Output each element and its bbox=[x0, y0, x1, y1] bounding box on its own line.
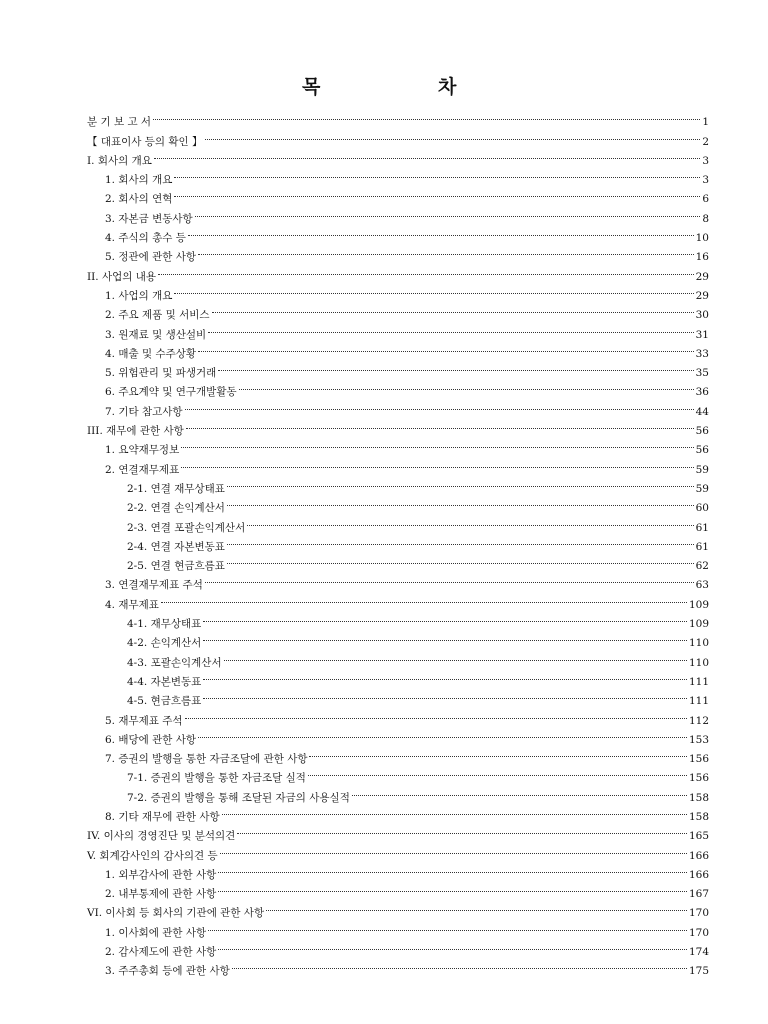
toc-entry-page-number: 6 bbox=[702, 193, 709, 206]
toc-entry-label: 4. 재무제표 bbox=[105, 598, 159, 611]
toc-entry[interactable] bbox=[87, 434, 709, 457]
dot-leader bbox=[309, 743, 686, 762]
toc-entry[interactable] bbox=[87, 202, 709, 225]
document-title bbox=[0, 72, 768, 96]
toc-entry-page-number: 1 bbox=[702, 116, 709, 129]
dot-leader bbox=[212, 299, 694, 318]
toc-entry-page-number: 61 bbox=[695, 540, 709, 553]
toc-entry-page-number: 36 bbox=[695, 386, 709, 399]
dot-leader bbox=[203, 685, 687, 704]
toc-entry-label: 6. 주요계약 및 연구개발활동 bbox=[105, 386, 237, 399]
dot-leader bbox=[198, 338, 694, 357]
dot-leader bbox=[205, 125, 701, 144]
dot-leader bbox=[266, 897, 687, 916]
toc-entry-label: 5. 위험관리 및 파생거래 bbox=[105, 367, 217, 380]
dot-leader bbox=[247, 511, 693, 530]
toc-entry-label: 2-5. 연결 현금흐름표 bbox=[127, 560, 225, 573]
toc-entry[interactable] bbox=[87, 164, 709, 187]
toc-entry-label: 분 기 보 고 서 bbox=[87, 116, 152, 129]
dot-leader bbox=[188, 222, 694, 241]
toc-entry-page-number: 112 bbox=[688, 714, 709, 727]
toc-entry-page-number: 111 bbox=[688, 695, 709, 708]
toc-entry-label: 4-3. 포괄손익계산서 bbox=[127, 656, 222, 669]
toc-entry-page-number: 3 bbox=[702, 174, 709, 187]
toc-entry-label: 2. 감사제도에 관한 사항 bbox=[105, 946, 217, 959]
dot-leader bbox=[161, 588, 687, 607]
toc-entry-page-number: 63 bbox=[695, 579, 709, 592]
dot-leader bbox=[174, 183, 700, 202]
toc-entry-label: 6. 배당에 관한 사항 bbox=[105, 733, 197, 746]
toc-entry[interactable] bbox=[87, 280, 709, 302]
toc-entry-page-number: 44 bbox=[695, 405, 709, 418]
dot-leader bbox=[181, 434, 693, 453]
toc-entry-page-number: 59 bbox=[695, 482, 709, 495]
dot-leader bbox=[153, 106, 700, 125]
dot-leader bbox=[208, 318, 693, 337]
toc-entry-label: 1. 외부감사에 관한 사항 bbox=[105, 868, 217, 881]
toc-entry-label: 5. 정관에 관한 사항 bbox=[105, 251, 197, 264]
toc-entry-label: 3. 자본금 변동사항 bbox=[105, 212, 193, 225]
toc-entry-page-number: 110 bbox=[688, 637, 709, 650]
toc-entry-page-number: 59 bbox=[695, 463, 709, 476]
dot-leader bbox=[224, 646, 687, 665]
toc-entry-label: 2-3. 연결 포괄손익계산서 bbox=[127, 521, 246, 534]
dot-leader bbox=[222, 801, 687, 820]
toc-entry[interactable] bbox=[87, 183, 709, 206]
toc-entry-label: 2. 주요 제품 및 서비스 bbox=[105, 309, 210, 322]
dot-leader bbox=[174, 280, 693, 299]
toc-entry-page-number: 174 bbox=[688, 946, 709, 959]
toc-entry-label: 2. 연결재무제표 bbox=[105, 463, 180, 476]
toc-entry-page-number: 33 bbox=[695, 347, 709, 360]
toc-entry[interactable] bbox=[87, 106, 709, 129]
toc-entry[interactable] bbox=[87, 588, 709, 611]
toc-entry-page-number: 111 bbox=[688, 675, 709, 688]
dot-leader bbox=[218, 936, 687, 955]
dot-leader bbox=[185, 704, 687, 723]
toc-entry-label: 1. 요약재무정보 bbox=[105, 444, 180, 457]
toc-entry-page-number: 165 bbox=[688, 830, 709, 843]
toc-entry-label: I. 회사의 개요 bbox=[87, 154, 152, 167]
toc-entry-page-number: 170 bbox=[688, 907, 709, 920]
toc-entry-page-number: 62 bbox=[695, 560, 709, 573]
toc-entry-page-number: 8 bbox=[702, 212, 709, 225]
toc-entry-label: 2-4. 연결 자본변동표 bbox=[127, 540, 225, 553]
toc-entry-page-number: 30 bbox=[695, 309, 709, 322]
toc-entry-label: VI. 이사회 등 회사의 기관에 관한 사항 bbox=[87, 907, 265, 920]
dot-leader bbox=[203, 666, 687, 685]
toc-entry[interactable] bbox=[87, 473, 709, 495]
dot-leader bbox=[205, 569, 694, 588]
toc-entry-page-number: 56 bbox=[695, 425, 709, 438]
toc-entry-label: 1. 사업의 개요 bbox=[105, 289, 173, 302]
dot-leader bbox=[239, 376, 694, 395]
toc-entry-label: II. 사업의 내용 bbox=[87, 270, 157, 283]
toc-entry-label: 3. 원재료 및 생산설비 bbox=[105, 328, 207, 341]
toc-entry-label: 4-2. 손익계산서 bbox=[127, 637, 202, 650]
toc-entry-label: 8. 기타 재무에 관한 사항 bbox=[105, 810, 220, 823]
toc-entry-page-number: 170 bbox=[688, 926, 709, 939]
toc-entry-page-number: 56 bbox=[695, 444, 709, 457]
toc-entry-page-number: 156 bbox=[688, 753, 709, 766]
toc-entry-label: 4-4. 자본변동표 bbox=[127, 675, 202, 688]
table-of-contents bbox=[87, 106, 709, 978]
toc-entry[interactable] bbox=[87, 299, 709, 322]
toc-entry-page-number: 153 bbox=[688, 733, 709, 746]
toc-entry-label: V. 회계감사인의 감사의견 등 bbox=[87, 849, 218, 862]
toc-entry-page-number: 16 bbox=[695, 251, 709, 264]
dot-leader bbox=[181, 453, 693, 472]
toc-entry-page-number: 10 bbox=[695, 232, 709, 245]
dot-leader bbox=[174, 164, 700, 183]
dot-leader bbox=[154, 145, 700, 164]
dot-leader bbox=[186, 415, 694, 434]
toc-entry-label: 2. 내부통제에 관한 사항 bbox=[105, 888, 217, 901]
toc-entry-label: 1. 회사의 개요 bbox=[105, 174, 173, 187]
toc-entry-page-number: 35 bbox=[695, 367, 709, 380]
toc-entry[interactable] bbox=[87, 260, 709, 283]
toc-entry-page-number: 29 bbox=[695, 289, 709, 302]
toc-entry-page-number: 109 bbox=[688, 598, 709, 611]
toc-entry-page-number: 156 bbox=[688, 772, 709, 785]
toc-entry-label: IV. 이사의 경영진단 및 분석의견 bbox=[87, 830, 236, 843]
toc-entry[interactable] bbox=[87, 453, 709, 476]
dot-leader bbox=[352, 781, 687, 800]
toc-entry-page-number: 3 bbox=[702, 154, 709, 167]
toc-entry-label: 1. 이사회에 관한 사항 bbox=[105, 926, 207, 939]
toc-entry-label: 7-2. 증권의 발행을 통해 조달된 자금의 사용실적 bbox=[127, 791, 350, 804]
dot-leader bbox=[218, 878, 687, 897]
toc-entry-page-number: 2 bbox=[702, 135, 709, 148]
dot-leader bbox=[195, 202, 701, 221]
dot-leader bbox=[227, 550, 694, 569]
toc-entry-page-number: 158 bbox=[688, 791, 709, 804]
toc-entry-page-number: 158 bbox=[688, 810, 709, 823]
dot-leader bbox=[218, 357, 693, 376]
toc-entry-label: 5. 재무제표 주석 bbox=[105, 714, 183, 727]
toc-entry[interactable] bbox=[87, 125, 709, 148]
toc-entry-label: 7. 기타 참고사항 bbox=[105, 405, 183, 418]
toc-entry-page-number: 31 bbox=[695, 328, 709, 341]
toc-entry-label: 3. 주주총회 등에 관한 사항 bbox=[105, 965, 230, 978]
toc-entry-label: 7-1. 증권의 발행을 통한 자금조달 실적 bbox=[127, 772, 306, 785]
dot-leader bbox=[227, 473, 694, 492]
dot-leader bbox=[208, 916, 687, 935]
dot-leader bbox=[203, 608, 687, 627]
dot-leader bbox=[198, 241, 694, 260]
toc-entry-page-number: 29 bbox=[695, 270, 709, 283]
title-char-right: 차 bbox=[438, 76, 458, 98]
dot-leader bbox=[185, 395, 694, 414]
title-char-left: 목 bbox=[302, 76, 322, 98]
toc-entry-label: 4-1. 재무상태표 bbox=[127, 618, 202, 631]
dot-leader bbox=[227, 531, 694, 550]
toc-entry-page-number: 60 bbox=[695, 502, 709, 515]
toc-entry-label: 2. 회사의 연혁 bbox=[105, 193, 173, 206]
toc-entry-page-number: 166 bbox=[688, 868, 709, 881]
dot-leader bbox=[308, 762, 687, 781]
dot-leader bbox=[218, 859, 687, 878]
toc-entry-page-number: 175 bbox=[688, 965, 709, 978]
dot-leader bbox=[203, 627, 687, 646]
toc-entry-label: 7. 증권의 발행을 통한 자금조달에 관한 사항 bbox=[105, 753, 308, 766]
toc-entry-label: III. 재무에 관한 사항 bbox=[87, 425, 184, 438]
toc-entry-label: 2-2. 연결 손익계산서 bbox=[127, 502, 225, 515]
toc-entry-page-number: 109 bbox=[688, 618, 709, 631]
toc-entry-page-number: 166 bbox=[688, 849, 709, 862]
dot-leader bbox=[227, 492, 694, 511]
toc-entry-label: 4-5. 현금흐름표 bbox=[127, 695, 202, 708]
toc-entry-label: 2-1. 연결 재무상태표 bbox=[127, 482, 225, 495]
toc-entry-page-number: 110 bbox=[688, 656, 709, 669]
dot-leader bbox=[158, 260, 694, 279]
dot-leader bbox=[232, 955, 687, 974]
toc-entry-page-number: 61 bbox=[695, 521, 709, 534]
toc-entry-page-number: 167 bbox=[688, 888, 709, 901]
toc-entry[interactable] bbox=[87, 145, 709, 167]
dot-leader bbox=[220, 839, 687, 858]
dot-leader bbox=[237, 820, 687, 839]
toc-entry-label: 4. 매출 및 수주상황 bbox=[105, 347, 197, 360]
toc-entry-label: 4. 주식의 총수 등 bbox=[105, 232, 186, 245]
toc-entry-label: 【 대표이사 등의 확인 】 bbox=[87, 135, 203, 148]
dot-leader bbox=[198, 724, 687, 743]
toc-entry[interactable] bbox=[87, 608, 709, 631]
toc-entry-label: 3. 연결재무제표 주석 bbox=[105, 579, 203, 592]
